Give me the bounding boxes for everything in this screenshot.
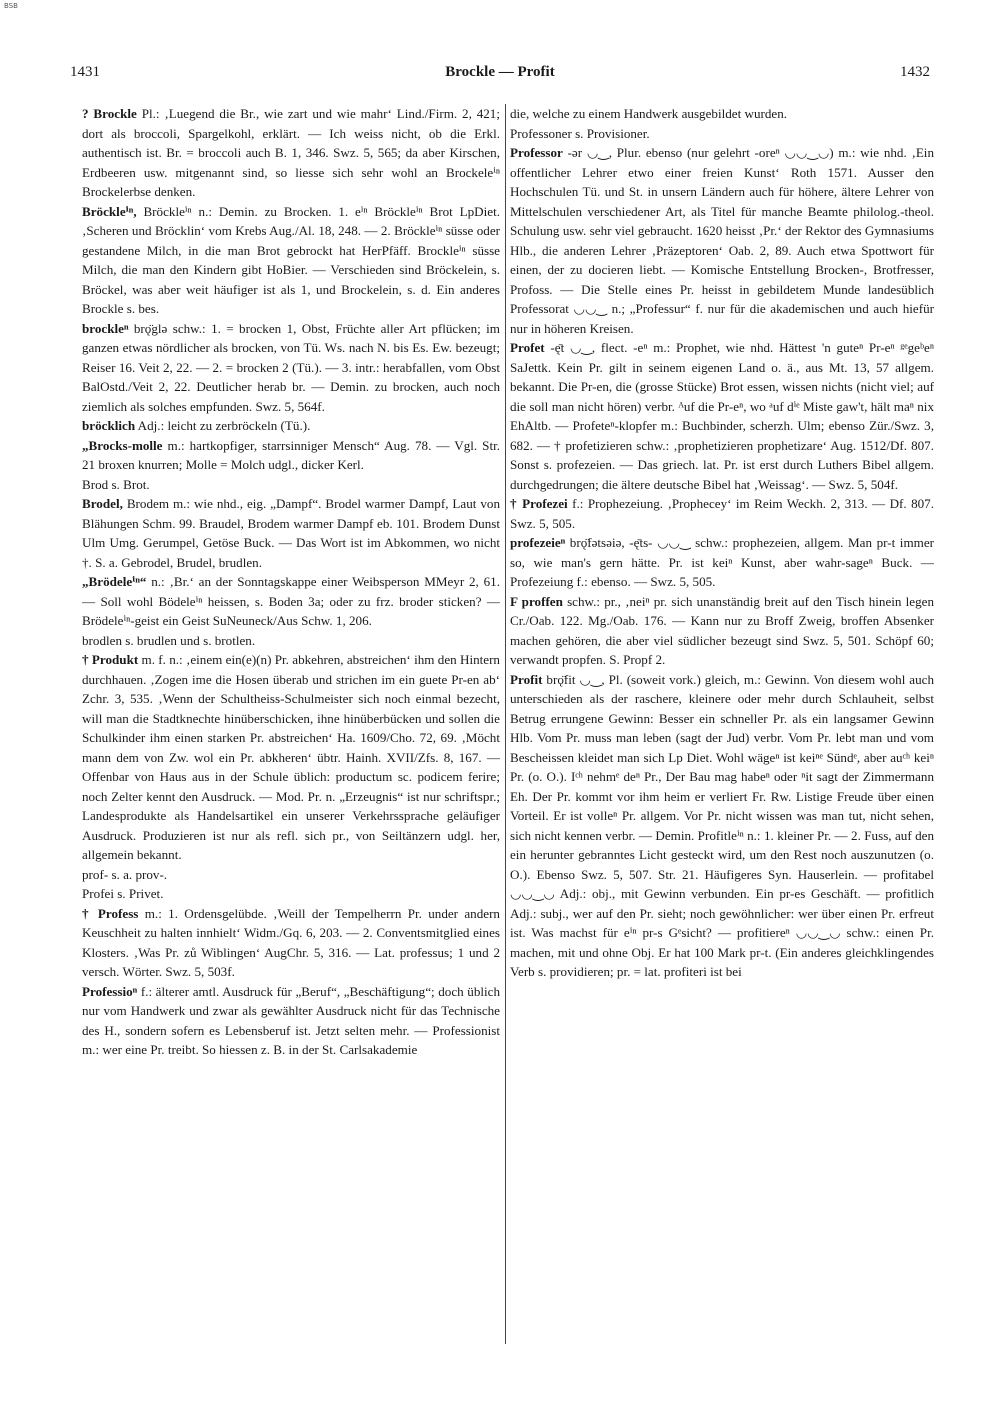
entry-headword: „Brocks-molle [82,437,163,453]
dictionary-entry [510,143,934,338]
entry-headword: F proffen [510,593,563,609]
entry-headword: ? Brockle [82,106,137,121]
entry-text: f.: älterer amtl. Ausdruck für „Beruf“, „Beschäftigung“; doch üblich nur vom Handwerk und zwar als gewählter Ausdruck nicht für das Technische des H., sondern sofern es Lebensberuf ist. Jetzt selten mehr. — Professionist m.: wer eine Pr. treibt. So hiessen z. B. in der St. Carlsakademie [82,983,500,1057]
dictionary-entry [510,592,934,670]
entry-text: brǫ̈glə schw.: 1. = brocken 1, Obst, Früchte aller Art pflücken; im ganzen etwas nördlicher als brocken, von Tü. Ws. nach N. bis Es. Ew. bezeugt; Reiser 16. Veit 2, 22. — 2. = brocken 2 (Tü.). — 3. intr.: herabfallen, vom Obst BalOstd./Veit 2, 22. Deutlicher herab br. — Demin. zu brocken, auch noch ziemlich als solches empfunden. Swz. 5, 564f. [82,320,500,414]
left-column [82,104,500,1344]
entry-text: Pl.: ‚Luegend die Br., wie zart und wie mahr‘ Lind./Firm. 2, 421; dort als broccoli, Spargelkohl, erklärt. — Ich weiss nicht, ob die Erkl. authentisch ist. Br. = broccoli auch B. 1, 346. Swz. 5, 565; da aber Kirschen, Erdbeeren usw. mitgenannt sind, so liesse sich sehr wohl an Brockeleⁱⁿ Brockelerbse denken. [82,106,500,199]
entry-headword: Professioⁿ [82,983,138,999]
entry-text: -ę̄t ◡‿, flect. -eⁿ m.: Prophet, wie nhd. Hättest 'n guteⁿ Pr-eⁿ ᵍᵉgeᵇeⁿ SaJettk. Kein Pr. gilt in seinem eigenen Land o. ä., aus Mt. 13, 57 allgem. bekannt. Die Pr-en, die (grosse Stücke) Brot essen, wissen nichts (nicht viel; auf die soll man nicht hören) verbr. ᴬuf die Pr-eⁿ, wo ᵃuf dⁱᵉ Miste gaw't, hält maⁿ nix EhAltb. — Profeteⁿ-klopfer m.: Buchbinder, scherzh. Ulm; ebenso Zür./Swz. 3, 682. — † profetizieren schw.: ‚prophetizieren prophetizare‘ Aug. 1512/Df. 807. Sonst s. profezeien. — Das griech. lat. Pr. ist erst durch Luthers Bibel allgem. durchgedrungen; die ältere deutsche Bibel hat ‚Weissag‘. — Swz. 5, 504f. [510,340,934,492]
page-number-right: 1432 [900,64,930,80]
dictionary-entry [82,884,500,904]
entry-headword: bröcklich [82,418,136,433]
entry-headword: profezeieⁿ [510,535,566,550]
dictionary-entry [82,865,500,885]
entry-text: n.: ‚Br.‘ an der Sonntagskappe einer Weibsperson MMeyr 2, 61. — Soll wohl Bödeleⁱⁿ heissen, s. Boden 3a; oder zu frz. broder sticken? — Brödeleⁱⁿ-geist ein Geist SuNeuneck/Aus Schw. 1, 206. [82,574,500,628]
dictionary-entry [510,338,934,494]
entry-headword: Brodel, [82,496,123,511]
entry-text: Professoner s. Provisioner. [510,125,650,141]
entry-text: brǫ̈fit ◡‿, Pl. (soweit vork.) gleich, m.: Gewinn. Von diesem wohl auch unterschieden als der raschere, kleinere oder mehr durch Schlauheit, selbst Betrug errungene Gewinn: Besser ein schneller Pr. als ein langsamer Gewinn Hlb. Vom Pr. muss man leben (sagt der Jud) verbr. Vom Pr. lebt man und vom Bescheissen kleidet man sich Lp Diet. Wohl wägeⁿ ist keiⁿᵉ Sündᵉ, aber auᶜʰ keiⁿ Pr. (o. O.). Iᶜʰ nehmᵉ deⁿ Pr., Der Bau mag habeⁿ oder ⁿit sagt der Zimmermann Eh. Der Pr. kommt vor ihm heim er verliert Fr. Rw. Listige Freude über einen Vorteil. Er ist volleⁿ Pr. allgem. Vor Pr. nicht wissen was man tut, nicht sehen, sich nicht kennen verbr. — Demin. Profitleⁱⁿ n.: 1. kleiner Pr. — 2. Fuss, auf den ein herunter gebranntes Licht gesteckt wird, um den Rest noch auszunutzen (o. O.). Ebenso Swz. 5, 507. Str. 21. Häufigeres Syn. Hauserlein. — profitabel ◡◡‿◡ Adj.: obj., mit Gewinn verbunden. Ein pr-es Geschäft. — profitlich Adj.: subj., wer auf den Pr. sieht; noch gewöhnlicher: wer über einen Pr. erfreut ist. Was machst für eⁱⁿ pr-s Gᵉsicht? — profitiereⁿ ◡◡‿◡ schw.: einen Pr. machen, mit und ohne Obj. Er hat 100 Mark pr-t. (Ein anderes gleichklingendes Verb s. providieren; pr. = lat. profiteri ist bei [510,671,934,979]
entry-headword: „Brödeleⁱⁿ“ [82,574,147,589]
dictionary-entry [82,319,500,417]
entry-text: Brod s. Brot. [82,476,150,492]
page-number-left: 1431 [70,64,100,80]
entry-text: Profei s. Privet. [82,886,164,901]
entry-text: m. f. n.: ‚einem ein(e)(n) Pr. abkehren, abstreichen‘ ihm den Hintern durchhauen. ‚Zogen ime die Hosen überab und strichen im ein guete Pr-en ab‘ Zchr. 3, 535. ‚Wenn der Schultheiss-Schulmeister sich noch einmal bezecht, will man die Stadtknechte hinüberschicken, ihne hinüberbücken und sollen die Schulkinder ihm einen starken Pr. abstreichen‘ Ha. 1609/Cho. 72, 69. ‚Möcht mann dem von Zw. wol ein Pr. abkheren‘ übtr. Hainh. XVII/Zfs. 8, 167. — Offenbar von Haus aus in der Schule üblich: productum sc. podicem ferire; noch Zelter kennt den Ausdruck. — Mod. Pr. n. „Erzeugnis“ ist nur schriftspr.; Landesprodukte als Handelsartikel ein unserer Verkehrssprache geläufiger Ausdruck. Produzieren ist nur als refl. sich pr., von Seiltänzern udgl. her, allgemein bekannt. [82,652,500,862]
dictionary-entry [510,104,934,124]
entry-text: m.: 1. Ordensgelübde. ‚Weill der Tempelherrn Pr. under andern Keuschheit zu halten innhielt‘ Widm./Gq. 6, 203. — 2. Conventsmitglied eines Klosters. ‚Was Pr. zů Wiblingen‘ AugChr. 5, 316. — Lat. professus; 1 und 2 versch. Wörter. Swz. 5, 503f. [82,905,500,979]
entry-headword: Profit [510,671,543,687]
entry-headword: Bröckleⁱⁿ, [82,203,137,219]
column-divider [505,104,506,1344]
entry-headword: brockleⁿ [82,320,129,336]
entry-headword: † Produkt [82,652,139,667]
dictionary-entry [82,572,500,631]
dictionary-entry [510,494,934,533]
entry-text: -ər ◡‿, Plur. ebenso (nur gelehrt -oreⁿ ◡◡‿◡) m.: wie nhd. ‚Ein offentlicher Lehrer etwo einer freien Kunst‘ Roth 1571. Ausser den Hochschulen Tü. und St. in unsern Ländern auch für höhere, ältere Lehrer von Mittelschulen verschiedener Art, als Titel für manche Beamte philolog.-theol. Schulung usw. sehr viel gebraucht. 1620 heisst ‚Pr.‘ der Rektor des Gymnasiums Hlb., die anderen Lehrer ‚Präzeptoren‘ Oab. 2, 89. Auch etwa Spottwort für einen, der zu docieren liebt. — Komische Entstellung Brocken-, Brotfresser, Profoss. — Die Stelle eines Pr. heisst in gebildetem Munde landesüblich Professorat ◡◡‿ n.; „Professur“ f. nur für die akademischen und auch hiefür nur in höheren Kreisen. [510,145,934,336]
entry-text: f.: Prophezeiung. ‚Prophecey‘ im Reim Weckh. 2, 313. — Df. 807. Swz. 5, 505. [510,496,934,531]
dictionary-entry [510,533,934,592]
dictionary-entry [510,124,934,144]
page-header [70,64,930,88]
entry-headword: Professor [510,145,563,160]
running-title: Brockle — Profit [445,64,555,80]
entry-text: Bröckleⁱⁿ n.: Demin. zu Brocken. 1. eⁱⁿ Bröckleⁱⁿ Brot LpDiet. ‚Scheren und Bröcklin‘ vom Krebs Aug./Al. 18, 248. — 2. Bröckleⁱⁿ süsse oder gestandene Milch, in die man Brot gebrockt hat HerPfäff. Brockleⁱⁿ süsse Milch, die man den Kindern gibt HoBier. — Verschieden sind Bröckelein, s. Bröckel, was aber weit häufiger ist als 1, und Brockelein, s. d. Ein anderes Brockle s. bes. [82,203,500,316]
dictionary-entry [82,631,500,651]
entry-text: brǫ̈fətsəiə, -ę̄ts- ◡◡‿ schw.: prophezeien, allgem. Man pr-t immer so, wie man's gern hätte. Pr. ist keiⁿ Kunst, aber wahr-sageⁿ Buck. — Profezeiung f.: ebenso. — Swz. 5, 505. [510,535,934,589]
dictionary-entry [82,436,500,475]
entry-text: brodlen s. brudlen und s. brotlen. [82,632,256,648]
dictionary-entry [82,202,500,319]
entry-headword: † Profess [82,905,139,921]
entry-text: prof- s. a. prov-. [82,866,168,882]
dictionary-entry [510,670,934,982]
entry-headword: † Profezei [510,496,568,511]
entry-text: Brodem m.: wie nhd., eig. „Dampf“. Brodel warmer Dampf, Laut von Blähungen Schm. 99. Braudel, Brodem warmer Dampf eb. 101. Brodem Dunst Ulm Umg. Gerumpel, Getöse Buck. — Das Wort ist im Abkommen, wo nicht †. S. a. Gebrodel, Brudel, brudlen. [82,496,500,570]
dictionary-entry [82,104,500,202]
entry-headword: Profet [510,340,545,355]
library-stamp: BSB [4,2,18,10]
entry-text: m.: hartkopfiger, starrsinniger Mensch“ Aug. 78. — Vgl. Str. 21 broxen knurren; Molle = Molch udgl., dicker Kerl. [82,437,500,472]
dictionary-entry [82,982,500,1060]
dictionary-entry [82,650,500,865]
dictionary-entry [82,494,500,572]
dictionary-entry [82,904,500,982]
entry-text: die, welche zu einem Handwerk ausgebildet wurden. [510,106,788,121]
entry-text: Adj.: leicht zu zerbröckeln (Tü.). [135,418,311,433]
dictionary-entry [82,475,500,495]
entry-text: schw.: pr., ‚neiⁿ pr. sich unanständig breit auf den Tisch hinein legen Cr./Oab. 122. Mg./Oab. 176. — Kann nur zu Broff Zweig, broffen Absenker machen gehören, die aber viel südlicher bezeugt sind Swz. 5, 501. Schöpf 60; verwandt propfen. S. Propf 2. [510,593,934,667]
dictionary-entry [82,416,500,436]
right-column [510,104,934,1344]
